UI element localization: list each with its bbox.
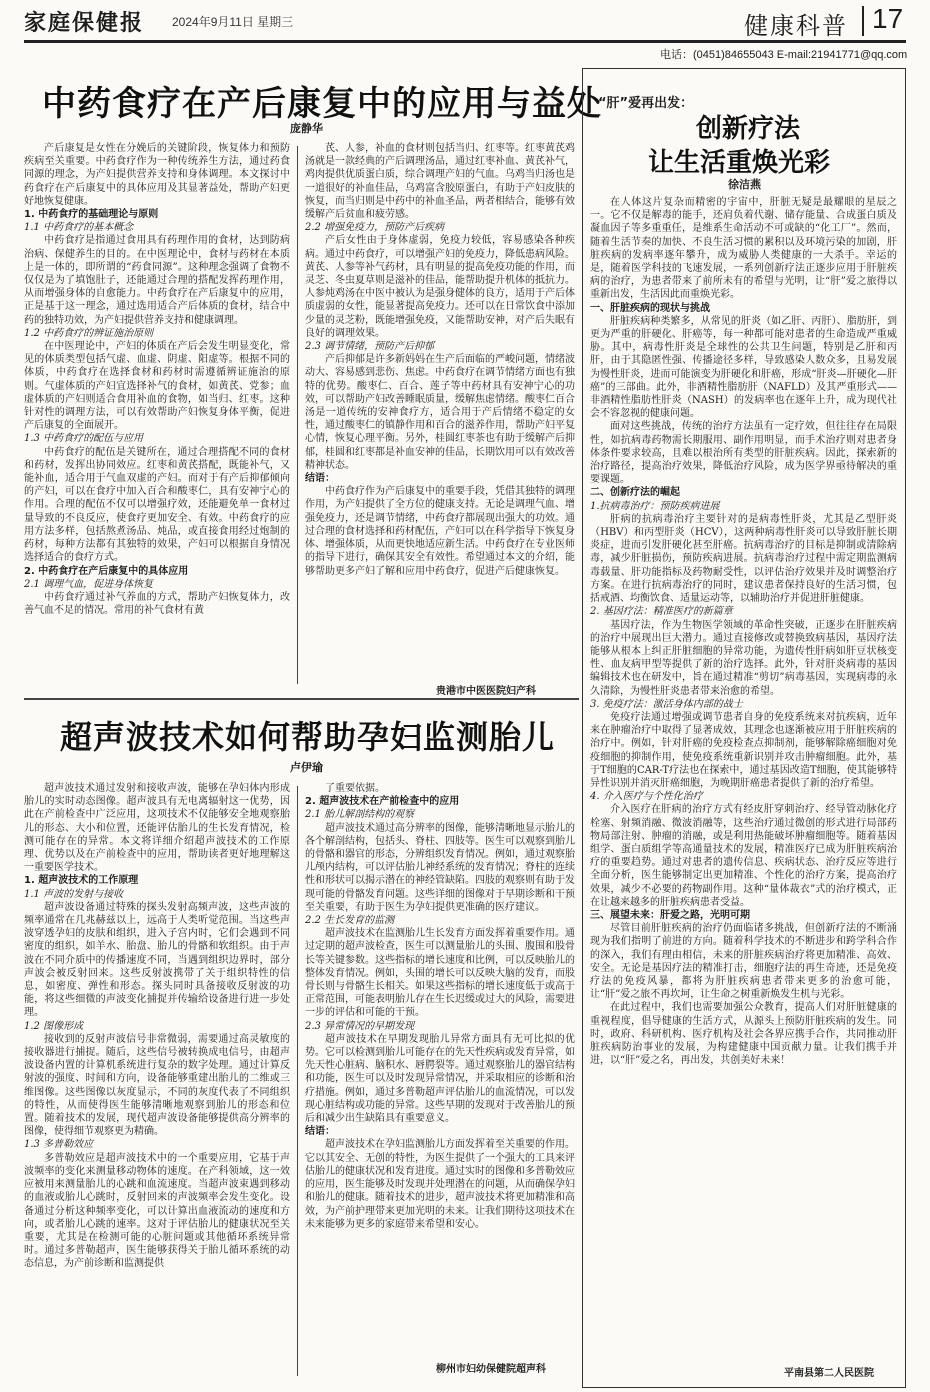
article1-column-2 xyxy=(305,142,575,677)
subsection-heading: 1.2 图像形成 xyxy=(24,1020,84,1032)
section-heading: 结语： xyxy=(305,1126,335,1138)
section-heading: 结语： xyxy=(305,473,335,485)
paragraph: 了重要依据。 xyxy=(325,783,385,794)
section-heading: 2. 中药食疗在产后康复中的具体应用 xyxy=(24,565,189,577)
article3-kicker: “肝”爱再出发： xyxy=(598,96,694,111)
article3-body xyxy=(590,196,897,1354)
subsection-heading: 2.3 异常情况的早期发现 xyxy=(305,1020,415,1032)
article2-title: 超声波技术如何帮助孕妇监测胎儿 xyxy=(60,718,556,756)
article3-affiliation: 平南县第二人民医院 xyxy=(784,1368,874,1379)
paragraph: 超声波技术在早期发现胎儿异常方面具有无可比拟的优势。它可以检测到胎儿可能存在的先天性疾病或发育异常，如先天性心脏病、脑积水、唇腭裂等。通过观察胎儿的器官结构和功能，医生可以及时发现异常情况，并采取相应的诊断和治疗措施。例如，通过多普勒超声评估胎儿的血流情况，可以发现心脏结构或功能的异常。这些早期的发现对于改善胎儿的预后和减少出生缺陷具有重要意义。 xyxy=(305,1033,575,1125)
paragraph: 超声波技术通过高分辨率的图像，能够清晰地显示胎儿的各个解剖结构，包括头、脊柱、四肢等。医生可以观察到胎儿的骨骼和器官的形态，分辨组织发育情况。例如，通过观察胎儿颅内结构，可以评估胎儿神经系统的发育情况；脊柱的连续性和形状可以揭示潜在的神经管缺陷。四肢的观察则有助于发现可能的骨骼发育问题。这些详细的图像对于早期诊断和干预至关重要，有助于医生为孕妇提供更准确的医疗建议。 xyxy=(305,822,575,913)
subsection-heading: 1.1 声波的发射与接收 xyxy=(24,888,124,900)
article3-author: 徐洁燕 xyxy=(728,178,761,191)
article1-column-1 xyxy=(24,142,290,686)
paragraph: 产后女性由于身体虚弱，免疫力较低，容易感染各种疾病。通过中药食疗，可以增强产妇的免疫力，降低患病风险。黄芪、人参等补气药材，具有明显的提高免疫功能的作用，而灵芝、冬虫夏草则是滋补的佳品，能帮助提升机体的抵抗力。人参炖鸡汤在中医中被认为是强身健体的良方，适用于产后体质虚弱的女性，能显著提高免疫力。还可以在日常饮食中添加少量的灵芝粉，既能增强免疫，又能帮助安神，对产后失眠有良好的调理效果。 xyxy=(305,235,575,339)
subsection-heading: 1.1 中药食疗的基本概念 xyxy=(24,222,134,234)
paragraph: 多普勒效应是超声波技术中的一个重要应用，它基于声波频率的变化来测量移动物体的速度。在产科领域，这一效应被用来测量胎儿的心跳和血流速度。当超声波束遇到移动的血液或胎儿心跳时，反射回来的声波频率会发生变化。设备通过分析这种频率变化，可以计算出血液流动的速度和方向，或者胎儿心跳的速率。这对于评估胎儿的健康状况至关重要，尤其是在检测可能的心脏问题或其他循环系统异常时。通过多普勒超声，医生能够获得关于胎儿循环系统的动态信息，为产前诊断和监测提供 xyxy=(24,1152,290,1270)
column-divider xyxy=(297,786,298,1376)
article2-affiliation: 柳州市妇幼保健院超声科 xyxy=(436,1364,546,1375)
paragraph: 肝脏疾病种类繁多，从常见的肝炎（如乙肝、丙肝）、脂肪肝，到更为严重的肝硬化、肝癌等，每一种都可能对患者的生命造成严重威胁。其中，病毒性肝炎是全球性的公共卫生问题，特别是乙肝和丙肝，由于其隐匿性强、传播途径多样，导致感染人数众多，且易发展为慢性肝炎，进而可能演变为肝硬化和肝癌，形成“肝炎—肝硬化—肝癌”的三部曲。此外，非酒精性脂肪肝（NAFLD）及其严重形式——非酒精性脂肪性肝炎（NASH）的发病率也在逐年上升，成为现代社会不容忽视的健康问题。 xyxy=(590,315,897,420)
masthead-rule xyxy=(24,40,906,43)
article3-title-line1: 创新疗法 xyxy=(696,114,801,144)
subsection-heading: 1.2 中药食疗的辨证施治原则 xyxy=(24,327,154,339)
masthead-separator xyxy=(862,6,864,36)
article2-column-1 xyxy=(24,782,290,1382)
paragraph: 介入医疗在肝病的治疗方式有经皮肝穿刺治疗、经导管动脉化疗栓塞、射频消融、微波消融等，这些治疗通过微创的形式进行局部药物局部注射、肿瘤的消融，或是利用热能破坏肿瘤细胞等。随着基因组学、蛋白质组学等高通量技术的发展，精准医疗已成为肝脏疾病治疗的重要趋势。通过对患者的遗传信息、疾病状态、治疗反应等进行全面分析，医生能够制定出更加精准、个性化的治疗方案，提高治疗效果，减少不必要的药物副作用。这种“量体裁衣”式的治疗模式，正在让越来越多的肝脏疾病患者受益。 xyxy=(590,804,897,908)
paragraph: 产后抑郁是许多新妈妈在生产后面临的严峻问题，情绪波动大、容易感到悲伤、焦虑。中药食疗在调节情绪方面也有独特的优势。酸枣仁、百合、莲子等中药材具有安神宁心的功效，可以帮助产妇改善睡眠质量，缓解焦虑情绪。酸枣仁百合汤是一道传统的安神食疗方，适合用于产后情绪不稳定的女性，通过酸枣仁的镇静作用和百合的滋养作用，帮助产妇平复心情，恢复心理平衡。另外，桂圆红枣茶也有助于缓解产后抑郁，桂圆和红枣都是补血安神的佳品，长期饮用可以有效改善精神状态。 xyxy=(305,354,575,471)
paragraph: 芪、人参，补血的食材则包括当归、红枣等。红枣黄芪鸡汤就是一款经典的产后调理汤品，通过红枣补血、黄芪补气，鸡肉提供优质蛋白质，综合调理产妇的气血。乌鸡当归汤也是一道很好的补血佳品，乌鸡富含胶原蛋白，有助于产妇皮肤的恢复，而当归则是中药中的补血圣品，两者相结合，能够有效缓解产后贫血和疲劳感。 xyxy=(305,143,575,221)
paragraph: 超声波设备通过特殊的探头发射高频声波，这些声波的频率通常在几兆赫兹以上，远高于人类听觉范围。当这些声波穿透孕妇的皮肤和组织，进入子宫内时，它们会遇到不同密度的组织，如羊水、胎盘、胎儿的骨骼和软组织。由于声波在不同介质中的传播速度不同，当遇到组织边界时，部分声波会被反射回来。这些反射波携带了关于组织特性的信息，如密度、弹性和形态。探头同时具备接收反射波的功能，将这些细微的声波变化捕捉并传输给设备进行进一步处理。 xyxy=(24,901,290,1019)
article1-title: 中药食疗在产后康复中的应用与益处 xyxy=(42,84,602,124)
paragraph: 中药食疗通过补气养血的方式，帮助产妇恢复体力，改善气血不足的情况。常用的补气食材有黄 xyxy=(24,591,290,617)
subsection-heading: 2.2 生长发育的监测 xyxy=(305,915,395,927)
subsection-heading: 2. 基因疗法：精准医疗的新篇章 xyxy=(590,606,733,618)
section-heading: 一、肝脏疾病的现状与挑战 xyxy=(590,302,710,314)
article3-title-line2: 让生活重焕光彩 xyxy=(648,148,831,178)
paragraph: 在中医理论中，产妇的体质在产后会发生明显变化，常见的体质类型包括气虚、血虚、阴虚、阳虚等。根据不同的体质，中药食疗在选择食材和药材时需遵循辨证施治的原则。气虚体质的产妇宜选择补气的食材，如黄芪、党参；血虚体质的产妇则适合食用补血的食物，如当归、红枣。这种针对性的调理方法，可以有效帮助产妇恢复身体平衡，促进产后康复的全面展开。 xyxy=(24,341,290,432)
paragraph: 面对这些挑战，传统的治疗方法虽有一定疗效，但往往存在局限性，如抗病毒药物需长期服用、副作用明显，而手术治疗则对患者身体条件要求较高，且难以根治所有类型的肝脏疾病。因此，探索新的治疗路径，提高治疗效果，降低治疗风险，成为医学界亟待解决的重要课题。 xyxy=(590,421,897,486)
paragraph: 超声波技术在监测胎儿生长发育方面发挥着重要作用。通过定期的超声波检查，医生可以测量胎儿的头围、腹围和股骨长等关键参数。这些指标的增长速度和比例，可以反映胎儿的整体发育情况。例如，头围的增长可以反映大脑的发育，而股骨长则与骨骼生长相关。如果这些指标的增长速度低于或高于正常范围，可能表明胎儿存在生长迟缓或过大的风险，需要进一步的评估和可能的干预。 xyxy=(305,928,575,1019)
issue-date: 2024年9月11日 星期三 xyxy=(172,15,294,29)
paragraph: 肝病的抗病毒治疗主要针对的是病毒性肝炎，尤其是乙型肝炎（HBV）和丙型肝炎（HCV），这两种病毒性肝炎可以导致肝脏长期炎症，进而引发肝硬化甚至肝癌。抗病毒治疗的目标是抑制或清除病毒，减少肝脏损伤，预防疾病进展。抗病毒治疗过程中需定期监测病毒载量、肝功能指标及药物耐受性，以评估治疗效果并及时调整治疗方案。在进行抗病毒治疗的同时，建议患者保持良好的生活习惯，包括戒酒、均衡饮食、适量运动等，以辅助治疗并促进肝脏健康。 xyxy=(590,513,897,605)
subsection-heading: 1.抗病毒治疗：预防疾病进展 xyxy=(590,500,720,512)
subsection-heading: 2.3 调节情绪，预防产后抑郁 xyxy=(305,341,435,353)
paragraph: 接收到的反射声波信号非常微弱，需要通过高灵敏度的接收器进行捕捉。随后，这些信号被转换成电信号，由超声波设备内置的计算机系统进行复杂的数字处理。通过计算反射波的强度、时间和方向，设备能够重建出胎儿的二维或三维图像。这些图像以灰度显示，不同的灰度代表了不同组织的特性，从而使得医生能够清晰地观察到胎儿的形态和位置。随着技术的发展，现代超声波设备能够提供高分辨率的图像，使得细节观察更为精确。 xyxy=(24,1033,290,1138)
article1-author: 庞静华 xyxy=(290,122,323,135)
section-heading: 2. 超声波技术在产前检查中的应用 xyxy=(305,796,460,808)
page-number: 17 xyxy=(872,3,904,34)
section-heading: 三、展望未来：肝爱之路，光明可期 xyxy=(590,909,750,921)
article2-author: 卢伊瑜 xyxy=(290,761,323,774)
paragraph: 超声波技术在孕妇监测胎儿方面发挥着至关重要的作用。它以其安全、无创的特性，为医生提供了一个强大的工具来评估胎儿的健康状况和发育进度。通过实时的图像和多普勒效应的应用，医生能够及时发现并处理潜在的问题，从而确保孕妇和胎儿的健康。随着技术的进步，超声波技术将更加精准和高效，为产前护理带来更加光明的未来。让我们期待这项技术在未来能够为更多的家庭带来希望和安心。 xyxy=(305,1139,575,1230)
subsection-heading: 2.1 调理气血，促进身体恢复 xyxy=(24,578,154,590)
paragraph: 在此过程中，我们也需要加强公众教育，提高人们对肝脏健康的重视程度，倡导健康的生活方式，从源头上预防肝脏疾病的发生。同时，政府、科研机构、医疗机构及社会各界应携手合作，共同推动肝脏疾病防治事业的发展，为构建健康中国贡献力量。让我们携手并进，以“肝”爱之名，再出发，共创美好未来！ xyxy=(590,1002,897,1067)
subsection-heading: 3. 免疫疗法：激活身体内部的战士 xyxy=(590,698,743,710)
subsection-heading: 2.1 胎儿解剖结构的观察 xyxy=(305,809,415,821)
paragraph: 中药食疗是指通过食用具有药理作用的食材，达到防病治病、保健养生的目的。在中医理论中，食材与药材在本质上是一体的，即所谓的“药食同源”。这种理念强调了食物不仅仅是为了填饱肚子，还能通过合理的搭配发挥药理作用，从而增强身体的自愈能力。中药食疗在产后康复中的应用，正是基于这一理念，通过选用适合产后体质的食材，结合中药的独特功效，为产妇提供营养支持和健康调理。 xyxy=(24,235,290,326)
article-separator xyxy=(24,698,579,700)
subsection-heading: 2.2 增强免疫力，预防产后疾病 xyxy=(305,222,445,234)
paragraph: 中药食疗的配伍是关键所在，通过合理搭配不同的食材和药材，发挥出协同效应。红枣和黄芪搭配，既能补气，又能补血，适合用于气血双虚的产妇。而对于有产后抑郁倾向的产妇，可以在食疗中加入百合和酸枣仁，具有安神宁心的作用。合理的配伍不仅可以增强疗效，还能避免单一食材过量导致的不良反应，使食疗更加安全、有效。中药食疗的应用方法多样，包括熬煮汤品、炖品，或直接食用经过炮制的药材，每种方法都有其独特的效果，产妇可以根据自身情况选择适合的食疗方式。 xyxy=(24,446,290,564)
paragraph: 在人体这片复杂而精密的宇宙中，肝脏无疑是最耀眼的星辰之一。它不仅是解毒的能手，还肩负着代谢、储存能量、合成蛋白质及凝血因子等多重重任，是维系生命活动不可或缺的“化工厂”。然而，随着生活节奏的加快、不良生活习惯的累积以及环境污染的加剧，肝脏疾病的发病率逐年攀升，成为威胁人类健康的一大杀手。幸运的是，随着医学科技的飞速发展，一系列创新疗法正逐步应用于肝脏疾病的治疗，为患者带来了前所未有的希望与光明，让“肝”爱之旅得以重新出发，生活因此而重焕光彩。 xyxy=(590,197,897,301)
subsection-heading: 4. 介入医疗与个性化治疗 xyxy=(590,791,703,803)
paragraph: 免疫疗法通过增强或调节患者自身的免疫系统来对抗疾病，近年来在肿瘤治疗中取得了显著成效，其理念也逐渐被应用于肝脏疾病的治疗中。例如，针对肝癌的免疫检查点抑制剂，能够解除癌细胞对免疫细胞的抑制作用，使免疫系统重新识别并攻击肿瘤细胞。此外，基于T细胞的CAR-T疗法也在探索中，通过基因改造T细胞，使其能够特异性识别并消灭肝癌细胞，为晚期肝癌患者提供了新的治疗希望。 xyxy=(590,711,897,789)
subsection-heading: 1.3 多普勒效应 xyxy=(24,1139,94,1151)
paragraph: 基因疗法，作为生物医学领域的革命性突破，正逐步在肝脏疾病的治疗中展现出巨大潜力。通过直接修改或替换致病基因，基因疗法能够从根本上纠正肝脏细胞的异常功能，为遗传性肝病如肝豆状核变性、血友病甲型等提供了新的治疗选择。此外，针对肝炎病毒的基因编辑技术也在研发中，旨在通过精准“剪切”病毒基因，实现病毒的永久清除，为慢性肝炎患者带来治愈的希望。 xyxy=(590,619,897,697)
paragraph: 尽管目前肝脏疾病的治疗仍面临诸多挑战，但创新疗法的不断涌现为我们指明了前进的方向。随着科学技术的不断进步和跨学科合作的深入，我们有理由相信，未来的肝脏疾病治疗将更加精准、高效、安全。无论是基因疗法的精准打击，细胞疗法的再生奇迹，还是免疫疗法的免疫风暴，都将为肝脏疾病患者带来更多的治愈可能，让“肝”爱之旅不再坎坷，让生命之树重新焕发生机与光彩。 xyxy=(590,923,897,1001)
section-title: 健康科普 xyxy=(744,12,848,40)
column-divider xyxy=(297,146,298,684)
section-heading: 二、创新疗法的崛起 xyxy=(590,487,680,499)
article1-affiliation: 贵港市中医医院妇产科 xyxy=(436,686,536,697)
subsection-heading: 1.3 中药食疗的配伍与应用 xyxy=(24,433,144,445)
paragraph: 产后康复是女性在分娩后的关键阶段，恢复体力和预防疾病至关重要。中药食疗作为一种传统养生方法，通过药食同源的理念，为产妇提供营养支持和身体调理。本文探讨中药食疗在产后康复中的具体应用及其显著益处，帮助产妇更好地恢复健康。 xyxy=(24,143,290,207)
contact-info: 电话：(0451)84655043 E-mail:21941771@qq.com xyxy=(660,49,908,61)
article2-column-2 xyxy=(305,782,575,1352)
section-heading: 1. 中药食疗的基础理论与原则 xyxy=(24,209,159,221)
section-heading: 1. 超声波技术的工作原理 xyxy=(24,875,139,887)
paper-name: 家庭保健报 xyxy=(24,11,145,36)
paragraph: 超声波技术通过发射和接收声波，能够在孕妇体内形成胎儿的实时动态图像。超声波具有无电离辐射这一优势，因此在产前检查中广泛应用，这项技术不仅能够安全地观察胎儿的形态、大小和位置，还能评估胎儿的生长发育情况，检测可能存在的异常。本文将详细介绍超声波技术的工作原理、优势以及在产前检查中的应用，帮助读者更好地理解这一重要医学技术。 xyxy=(24,783,290,874)
paragraph: 中药食疗作为产后康复中的重要手段，凭借其独特的调理作用，为产妇提供了全方位的健康支持。无论是调理气血、增强免疫力，还是调节情绪，中药食疗都展现出强大的功效。通过合理的食材选择和药材配伍，产妇可以在科学指导下恢复身体、增强体质，从而更快地适应新生活。中药食疗在专业医师的指导下进行，确保其安全有效性。希望通过本文的介绍，能够帮助更多产妇了解和应用中药食疗，促进产后健康恢复。 xyxy=(305,486,575,577)
